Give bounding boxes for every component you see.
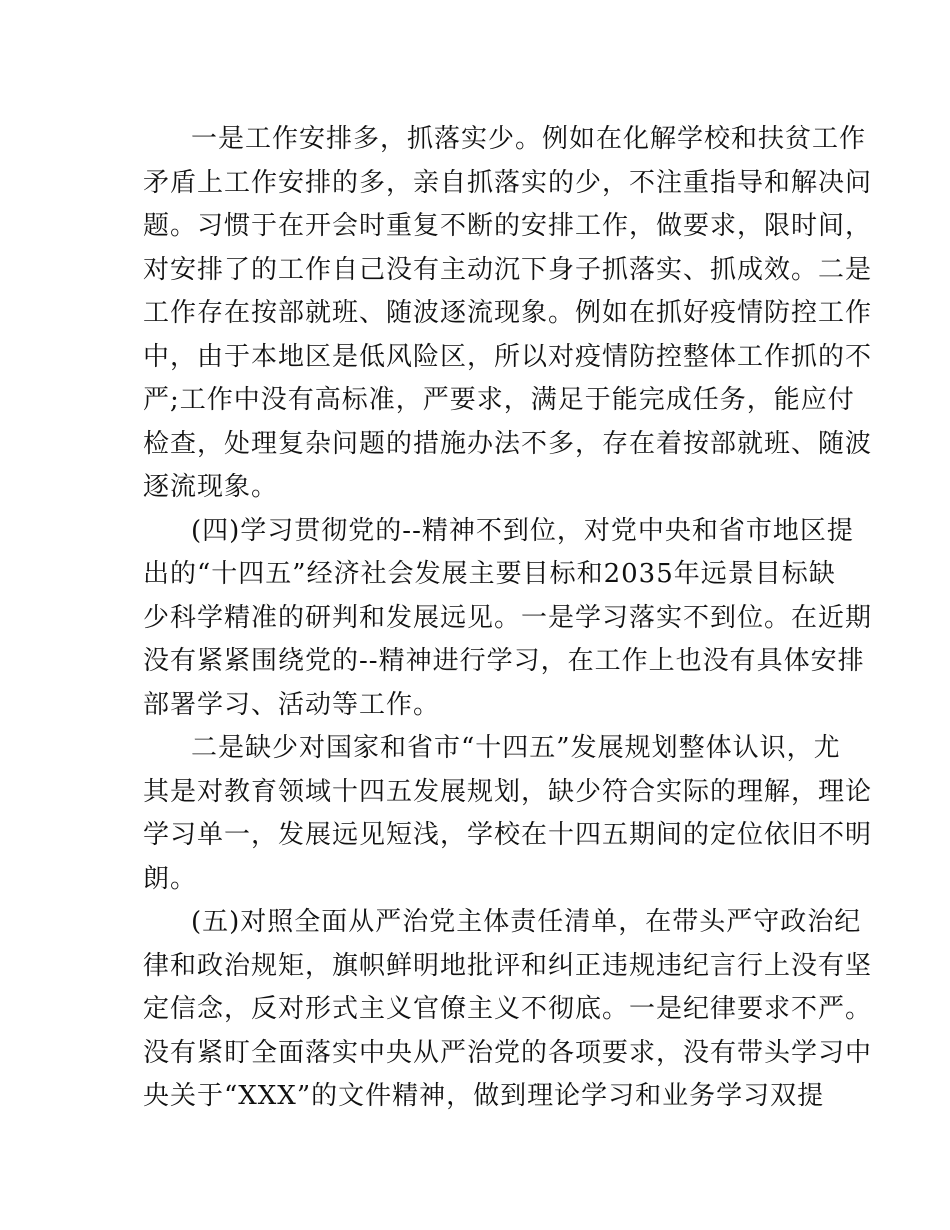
paragraph-line: 朗。 xyxy=(143,863,198,894)
paragraph-line: 严;工作中没有高标准，严要求，满足于能完成任务，能应付 xyxy=(143,385,855,415)
paragraph-line: 央关于“XXX”的文件精神，做到理论学习和业务学习双提 xyxy=(143,1081,825,1111)
paragraph-line: 中，由于本地区是低风险区，所以对疫情防控整体工作抓的不 xyxy=(143,341,873,372)
paragraph-line: 没有紧盯全面落实中央从严治党的各项要求，没有带头学习中 xyxy=(143,1037,873,1068)
paragraph-line: 部署学习、活动等工作。 xyxy=(143,689,441,720)
paragraph-line: 检查，处理复杂问题的措施办法不多，存在着按部就班、随波 xyxy=(143,428,873,459)
paragraph-line: 定信念，反对形式主义官僚主义不彻底。一是纪律要求不严。 xyxy=(143,994,873,1024)
paragraph-line: 学习单一，发展远见短浅，学校在十四五期间的定位依旧不明 xyxy=(143,820,873,850)
paragraph-line: 工作存在按部就班、随波逐流现象。例如在抓好疫情防控工作 xyxy=(143,298,873,328)
paragraph-line: 少科学精准的研判和发展远见。一是学习落实不到位。在近期 xyxy=(143,602,873,633)
paragraph-line: (四)学习贯彻党的--精神不到位，对党中央和省市地区提 xyxy=(191,515,854,546)
paragraph-line: 逐流现象。 xyxy=(143,472,279,502)
paragraph-line: 其是对教育领域十四五发展规划，缺少符合实际的理解，理论 xyxy=(143,776,873,807)
paragraph-line: 题。习惯于在开会时重复不断的安排工作，做要求，限时间， xyxy=(143,211,873,241)
paragraph-line: 矛盾上工作安排的多，亲自抓落实的少，不注重指导和解决问 xyxy=(143,167,873,198)
document-body xyxy=(143,118,873,1119)
paragraph-line: 出的“十四五”经济社会发展主要目标和2035年远景目标缺 xyxy=(143,559,836,589)
paragraph-line: 一是工作安排多，抓落实少。例如在化解学校和扶贫工作 xyxy=(191,124,867,154)
paragraph-line: 二是缺少对国家和省市“十四五”发展规划整体认识，尤 xyxy=(191,733,841,763)
paragraph-line: (五)对照全面从严治党主体责任清单，在带头严守政治纪 xyxy=(191,907,862,937)
paragraph-line: 没有紧紧围绕党的--精神进行学习，在工作上也没有具体安排 xyxy=(143,646,865,676)
paragraph-line: 对安排了的工作自己没有主动沉下身子抓落实、抓成效。二是 xyxy=(143,254,873,285)
paragraph-line: 律和政治规矩，旗帜鲜明地批评和纠正违规违纪言行上没有坚 xyxy=(143,950,873,981)
